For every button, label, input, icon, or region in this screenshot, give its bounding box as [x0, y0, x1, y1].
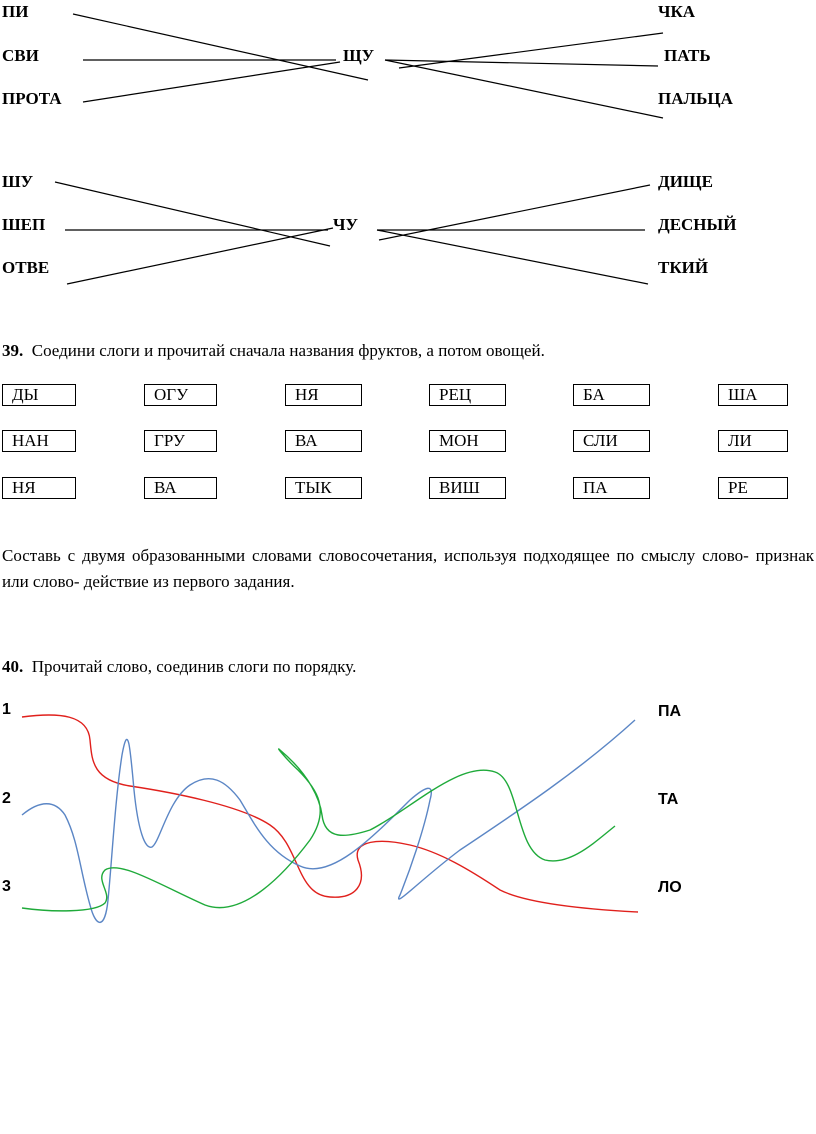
left-syllable[interactable]: ШЕП — [2, 215, 46, 234]
right-syllable[interactable]: ПАТЬ — [664, 46, 711, 65]
syllable-box[interactable]: ША — [718, 384, 788, 406]
syllable-box[interactable]: БА — [573, 384, 650, 406]
end-syllable: ПА — [658, 703, 682, 720]
line-number: 3 — [2, 878, 11, 895]
center-syllable[interactable]: ЩУ — [343, 46, 375, 65]
syllable-box[interactable]: СЛИ — [573, 430, 650, 452]
left-syllable[interactable]: СВИ — [2, 46, 39, 65]
task-text: Соедини слоги и прочитай сначала названия фруктов, а потом овощей. — [31, 341, 545, 360]
right-syllable[interactable]: ЧКА — [658, 2, 696, 21]
right-syllable[interactable]: ТКИЙ — [658, 258, 709, 277]
task-number: 39. — [2, 341, 24, 360]
syllable-box[interactable]: ВИШ — [429, 477, 506, 499]
instruction-paragraph: Составь с двумя образованными словами словосочетания, используя подходящее по смыслу слово- признак или слово- действие из первого задания. — [2, 546, 814, 591]
syllable-box[interactable]: ВА — [285, 430, 362, 452]
syllable-box[interactable]: ТЫК — [285, 477, 362, 499]
syllable-box[interactable]: МОН — [429, 430, 506, 452]
left-syllable[interactable]: ШУ — [2, 172, 34, 191]
syllable-box[interactable]: НАН — [2, 430, 76, 452]
right-syllable[interactable]: ПАЛЬЦА — [658, 89, 733, 108]
syllable-box[interactable]: РЕЦ — [429, 384, 506, 406]
syllable-box[interactable]: ГРУ — [144, 430, 217, 452]
end-syllable: ТА — [658, 791, 679, 808]
left-syllable[interactable]: ПИ — [2, 2, 29, 21]
right-syllable[interactable]: ДЕСНЫЙ — [658, 215, 737, 234]
end-syllable: ЛО — [658, 879, 682, 896]
left-syllable[interactable]: ОТВЕ — [2, 258, 50, 277]
right-syllable[interactable]: ДИЩЕ — [658, 172, 713, 191]
syllable-box[interactable]: ПА — [573, 477, 650, 499]
syllable-box[interactable]: ДЫ — [2, 384, 76, 406]
task-number: 40. — [2, 657, 24, 676]
syllable-box[interactable]: НЯ — [285, 384, 362, 406]
syllable-box[interactable]: РЕ — [718, 477, 788, 499]
syllable-box[interactable]: ВА — [144, 477, 217, 499]
syllable-box[interactable]: ОГУ — [144, 384, 217, 406]
center-syllable[interactable]: ЧУ — [333, 215, 358, 234]
task-text: Прочитай слово, соединив слоги по порядку. — [31, 657, 357, 676]
blue-curve — [22, 720, 635, 922]
left-syllable[interactable]: ПРОТА — [2, 89, 62, 108]
green-curve — [22, 749, 615, 911]
red-curve — [22, 715, 638, 912]
line-number: 1 — [2, 701, 11, 718]
line-number: 2 — [2, 790, 11, 807]
syllable-box[interactable]: НЯ — [2, 477, 76, 499]
syllable-box[interactable]: ЛИ — [718, 430, 788, 452]
